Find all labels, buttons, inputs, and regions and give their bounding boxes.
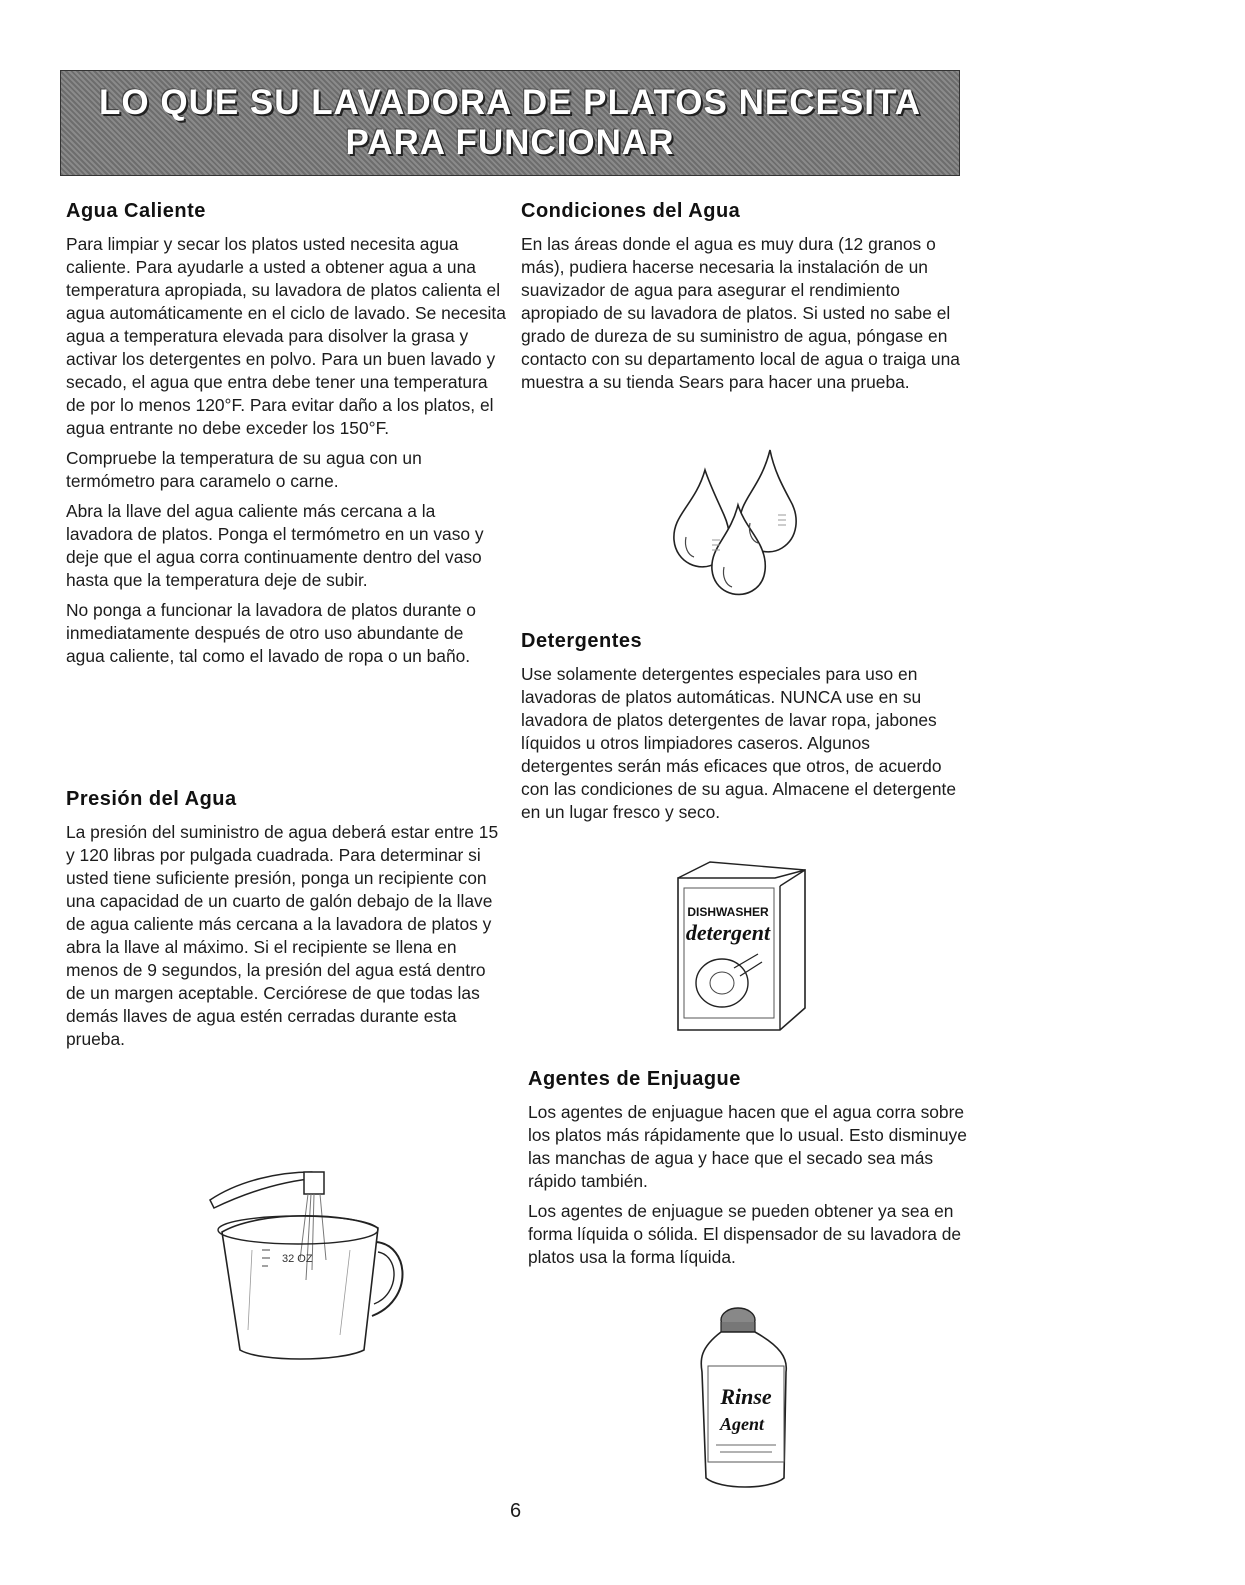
agua-caliente-p1: Para limpiar y secar los platos usted necesita agua caliente. Para ayudarle a usted a obtener agua a una temperatura apropiada, su lavadora de platos calienta el agua automáticamente en el ciclo de lavado. Se necesita agua a temperatura elevada para disolver la grasa y activar los detergentes en polvo. Para un buen lavado y secado, el agua que entra debe tener una temperatura de por lo menos 120°F. Para evitar daño a los platos, el agua entrante no debe exceder los 150°F. bbox=[66, 234, 506, 438]
detergent-box-illustration bbox=[670, 858, 820, 1038]
section-agentes bbox=[528, 1068, 973, 1269]
heading-agua-caliente: Agua Caliente bbox=[66, 200, 206, 222]
rinse-label-1: Rinse bbox=[720, 1384, 772, 1409]
section-detergentes bbox=[521, 630, 966, 824]
detergentes-p1: Use solamente detergentes especiales para uso en lavadoras de platos automáticas. NUNCA use en su lavadora de platos detergentes de lavar ropa, jabones líquidos u otros limpiadores caseros. Algunos detergentes serán más eficaces que otros, de acuerdo con las condiciones de su agua. Almacene el detergente en un lugar fresco y seco. bbox=[521, 664, 957, 822]
measuring-cup-illustration bbox=[200, 1150, 430, 1370]
banner-line-2: PARA FUNCIONAR bbox=[345, 123, 675, 162]
detergent-box-label-1: DISHWASHER bbox=[687, 905, 769, 919]
banner-line-1: LO QUE SU LAVADORA DE PLATOS NECESITA bbox=[99, 83, 921, 122]
heading-detergentes: Detergentes bbox=[521, 630, 643, 652]
section-presion bbox=[66, 788, 506, 1051]
heading-presion: Presión del Agua bbox=[66, 788, 237, 810]
agua-caliente-p2: Compruebe la temperatura de su agua con un termómetro para caramelo o carne. bbox=[66, 448, 422, 491]
heading-agentes: Agentes de Enjuague bbox=[528, 1068, 741, 1090]
section-agua-caliente bbox=[66, 200, 506, 668]
cup-marking: 32 OZ bbox=[282, 1253, 313, 1265]
rinse-agent-bottle-illustration bbox=[690, 1300, 800, 1500]
page-banner bbox=[60, 70, 960, 176]
heading-condiciones: Condiciones del Agua bbox=[521, 200, 741, 222]
presion-p1: La presión del suministro de agua deberá estar entre 15 y 120 libras por pulgada cuadrada. Para determinar si usted tiene suficiente presión, ponga un recipiente con una capacidad de un cuarto de galón debajo de la llave de agua caliente más cercana a la lavadora de platos y abra la llave al máximo. Si el recipiente se llena en menos de 9 segundos, la presión del agua está dentro de un margen aceptable. Cerciórese de que todas las demás llaves de agua estén cerradas durante esta prueba. bbox=[66, 822, 499, 1049]
condiciones-p1: En las áreas donde el agua es muy dura (12 granos o más), pudiera hacerse necesaria la instalación de un suavizador de agua para asegurar el rendimiento apropiado de su lavadora de platos. Si usted no sabe el grado de dureza de su suministro de agua, póngase en contacto con su departamento local de agua o traiga una muestra a su tienda Sears para hacer una prueba. bbox=[521, 234, 960, 392]
agua-caliente-p3: Abra la llave del agua caliente más cercana a la lavadora de platos. Ponga el termómetro en un vaso y deje que el agua corra continuamente dentro del vaso hasta que la temperatura deje de subir. bbox=[66, 501, 484, 590]
rinse-label-2: Agent bbox=[719, 1414, 765, 1434]
agentes-p1: Los agentes de enjuague hacen que el agua corra sobre los platos más rápidamente que lo usual. Esto disminuye las manchas de agua y hace que el secado sea más rápido también. bbox=[528, 1102, 967, 1191]
page-number: 6 bbox=[510, 1500, 522, 1522]
detergent-box-label-2: detergent bbox=[685, 920, 771, 945]
agua-caliente-p4: No ponga a funcionar la lavadora de platos durante o inmediatamente después de otro uso abundante de agua caliente, tal como el lavado de ropa o un baño. bbox=[66, 600, 476, 666]
section-condiciones bbox=[521, 200, 966, 394]
water-drops-illustration bbox=[660, 445, 830, 615]
agentes-p2: Los agentes de enjuague se pueden obtener ya sea en forma líquida o sólida. El dispensador de su lavadora de platos usa la forma líquida. bbox=[528, 1201, 962, 1267]
